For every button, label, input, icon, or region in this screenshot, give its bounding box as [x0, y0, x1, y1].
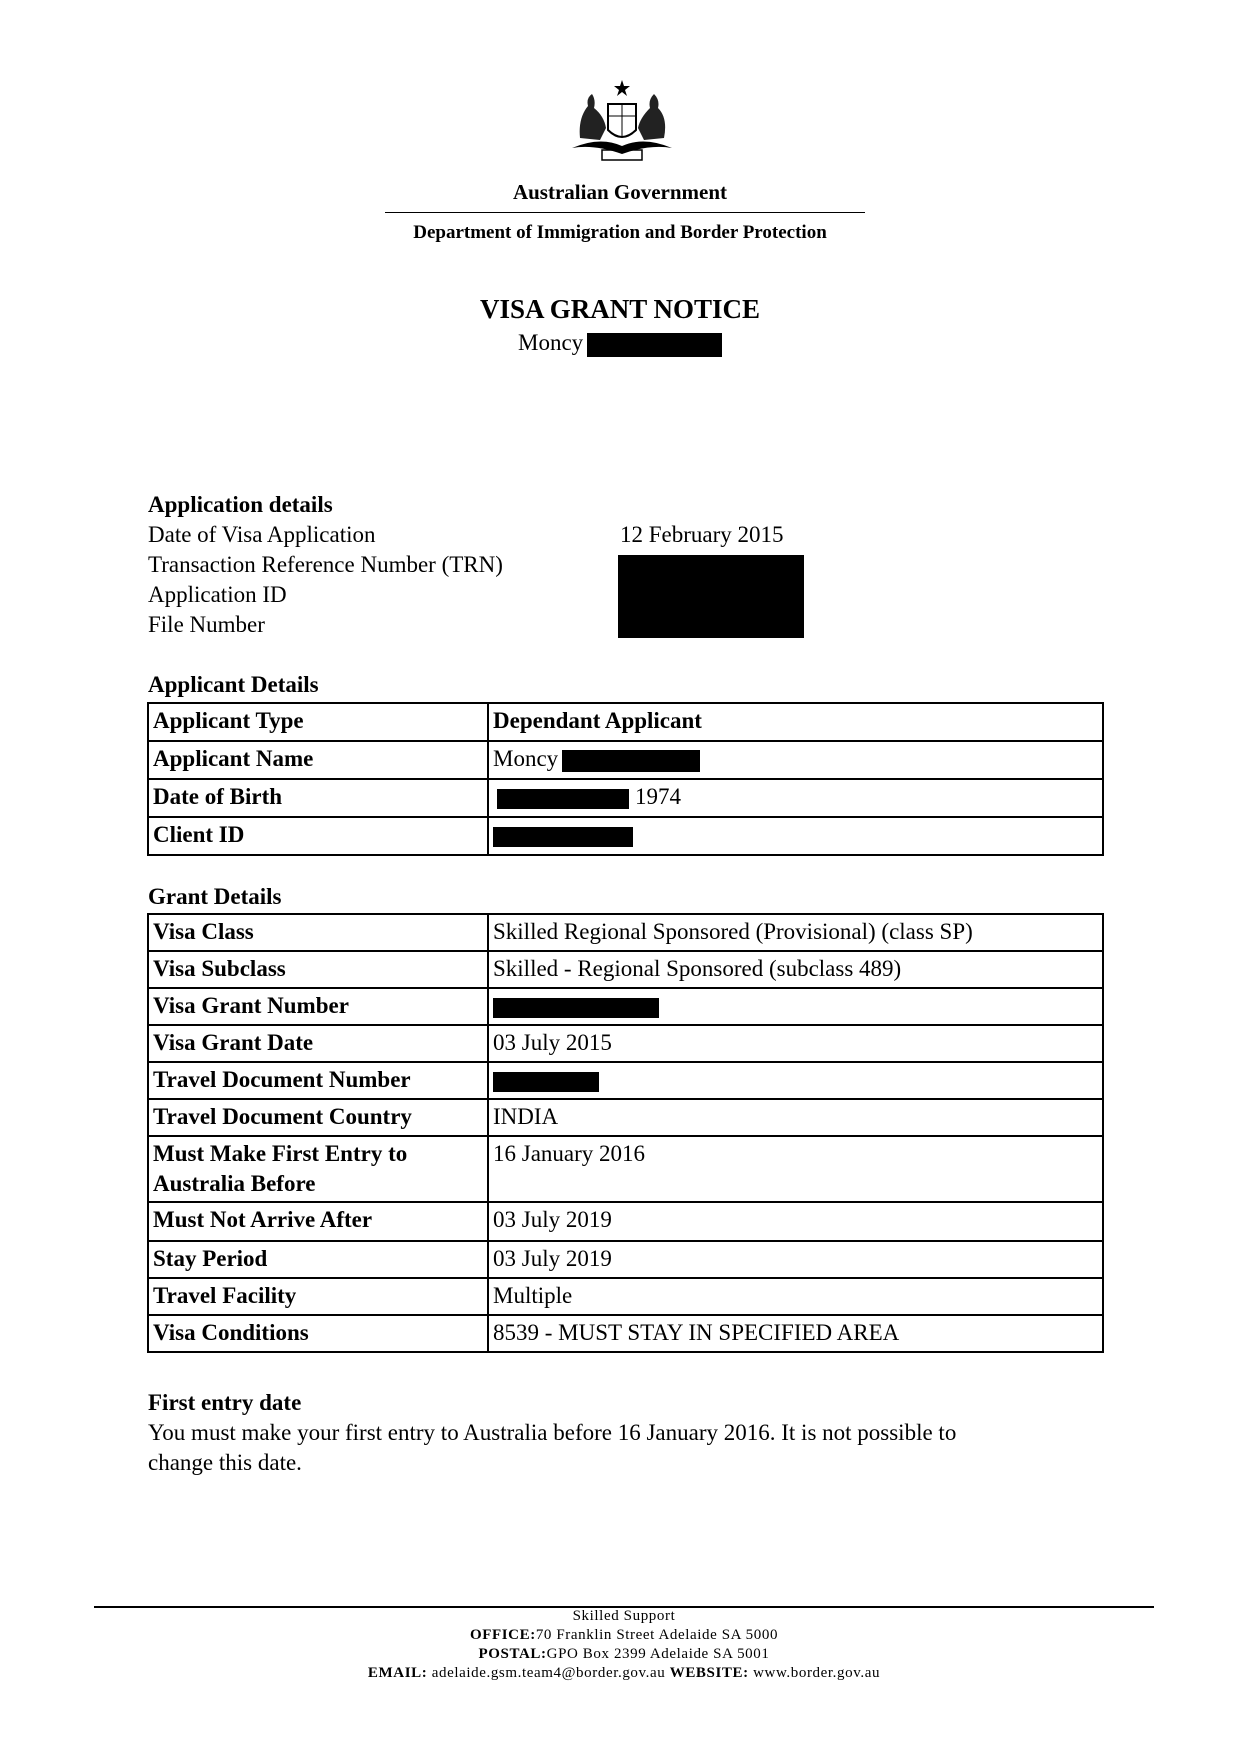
footer-postal-value: GPO Box 2399 Adelaide SA 5001: [546, 1646, 770, 1662]
footer-email-label: EMAIL:: [367, 1665, 428, 1681]
visa-conditions-value: 8539 - MUST STAY IN SPECIFIED AREA: [488, 1315, 1103, 1352]
applicant-details-table: [147, 702, 1104, 856]
travel-facility-label: Travel Facility: [148, 1278, 488, 1315]
table-row: [148, 1099, 1103, 1136]
visa-grant-number-label: Visa Grant Number: [148, 988, 488, 1025]
table-row: [148, 1241, 1103, 1278]
date-of-birth-cell: [488, 779, 1103, 817]
department-name: Department of Immigration and Border Protection: [413, 222, 827, 243]
travel-document-number-cell: [488, 1062, 1103, 1099]
first-entry-value: 16 January 2016: [488, 1136, 1103, 1202]
visa-subclass-label: Visa Subclass: [148, 951, 488, 988]
travel-document-country-label: Travel Document Country: [148, 1099, 488, 1136]
table-row: [148, 1136, 1103, 1202]
first-entry-label-line2: Australia Before: [153, 1171, 316, 1196]
table-row: [148, 1202, 1103, 1241]
coat-of-arms-logo: [560, 78, 685, 170]
table-row: [148, 779, 1103, 817]
redaction-block: [493, 998, 659, 1018]
application-date-label: Date of Visa Application: [148, 522, 376, 547]
redaction-block: [497, 789, 629, 809]
footer-office: [94, 1627, 1154, 1644]
first-entry-heading: First entry date: [148, 1390, 302, 1415]
redaction-block: [493, 1072, 599, 1092]
applicant-type-value: Dependant Applicant: [488, 703, 1103, 741]
footer-postal: [94, 1646, 1154, 1663]
page-title: VISA GRANT NOTICE: [479, 294, 761, 324]
footer-office-label: OFFICE:: [469, 1627, 536, 1643]
footer-postal-label: POSTAL:: [478, 1646, 547, 1662]
applicant-name-value: Moncy: [493, 746, 559, 771]
table-row: [148, 951, 1103, 988]
date-of-birth-label: Date of Birth: [148, 779, 488, 817]
application-id-label: Application ID: [148, 582, 287, 607]
table-row: [148, 1025, 1103, 1062]
first-entry-label-line1: Must Make First Entry to: [153, 1141, 408, 1166]
applicant-details-heading: Applicant Details: [148, 672, 319, 697]
grant-details-table: [147, 913, 1104, 1353]
redaction-block: [587, 333, 722, 357]
client-id-label: Client ID: [148, 817, 488, 855]
visa-conditions-label: Visa Conditions: [148, 1315, 488, 1352]
must-not-arrive-after-label: Must Not Arrive After: [148, 1202, 488, 1241]
redaction-block: [493, 827, 633, 847]
file-number-label: File Number: [148, 612, 265, 637]
client-id-cell: [488, 817, 1103, 855]
travel-document-number-label: Travel Document Number: [148, 1062, 488, 1099]
table-row: [148, 817, 1103, 855]
date-of-birth-value: 1974: [635, 784, 681, 809]
first-entry-text: [148, 1418, 1108, 1478]
table-row: [148, 1278, 1103, 1315]
visa-class-label: Visa Class: [148, 914, 488, 951]
visa-class-value: Skilled Regional Sponsored (Provisional) (class SP): [488, 914, 1103, 951]
first-entry-text-line1: You must make your first entry to Australia before 16 January 2016. It is not possible to: [148, 1420, 957, 1445]
visa-grant-number-cell: [488, 988, 1103, 1025]
visa-subclass-value: Skilled - Regional Sponsored (subclass 489): [488, 951, 1103, 988]
travel-document-country-value: INDIA: [488, 1099, 1103, 1136]
trn-label: Transaction Reference Number (TRN): [148, 552, 503, 577]
first-entry-label: [148, 1136, 488, 1202]
footer-office-value: 70 Franklin Street Adelaide SA 5000: [535, 1627, 779, 1643]
visa-grant-date-value: 03 July 2015: [488, 1025, 1103, 1062]
table-row: [148, 988, 1103, 1025]
table-row: [148, 1062, 1103, 1099]
recipient-first-name: Moncy: [518, 330, 584, 355]
stay-period-value: 03 July 2019: [488, 1241, 1103, 1278]
application-date-value: 12 February 2015: [620, 522, 784, 547]
footer-contact: [94, 1665, 1154, 1682]
application-details-heading: Application details: [148, 492, 333, 517]
footer-email-link[interactable]: adelaide.gsm.team4@border.gov.au: [431, 1665, 666, 1681]
applicant-name-cell: [488, 741, 1103, 779]
must-not-arrive-after-value: 03 July 2019: [488, 1202, 1103, 1241]
redaction-block: [618, 555, 804, 638]
applicant-type-label: Applicant Type: [148, 703, 488, 741]
header-divider: [385, 212, 865, 213]
visa-grant-date-label: Visa Grant Date: [148, 1025, 488, 1062]
footer-unit: Skilled Support: [572, 1608, 676, 1624]
applicant-name-label: Applicant Name: [148, 741, 488, 779]
notice-recipient: [518, 330, 722, 357]
redaction-block: [562, 750, 700, 772]
coat-of-arms-icon: [560, 78, 685, 170]
table-row: [148, 703, 1103, 741]
table-row: [148, 741, 1103, 779]
footer-website-label: WEBSITE:: [669, 1665, 749, 1681]
footer-website-link[interactable]: www.border.gov.au: [753, 1665, 881, 1681]
table-row: [148, 914, 1103, 951]
first-entry-text-line2: change this date.: [148, 1450, 302, 1475]
table-row: [148, 1315, 1103, 1352]
grant-details-heading: Grant Details: [148, 884, 282, 909]
travel-facility-value: Multiple: [488, 1278, 1103, 1315]
stay-period-label: Stay Period: [148, 1241, 488, 1278]
government-name: Australian Government: [512, 180, 728, 204]
